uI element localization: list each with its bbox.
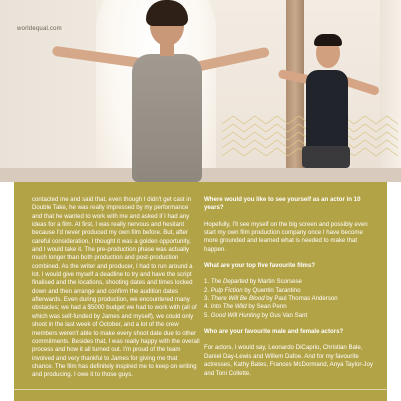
- list-item: [204, 287, 378, 295]
- list-item: [204, 303, 378, 311]
- article-paragraph: contacted me and said that, even though I didn't get cast in Double Take, he was really impressed by my performance and that he wanted to work with me and asked if I had any ideas for a film. At first, I was really nervous and hesitant because I'd never produced my own film before. But, after careful consideration, I thought it was a golden opportunity, and I would take it. The pre-production phase was actually much longer than both production and post-production combined. As the writer and producer, I had to run around a lot. I would give myself a deadline to try and have the script finalised and the locations, shooting dates and times locked down and then arrange and confirm the audition dates afterwards. Even during production, we encountered many obstacles; we had a $5000 budget we had to work with (all of which was self-funded by James and myself), we could only shoot in the last week of October, and a lot of the crew members weren't able to make every shoot date due to other commitments. Besides that, I was really happy with the overall process and how it all turned out. I'm proud of the team involved and very thankful to James for giving me that chance. The film has definitely inspired me to keep on writing and producing. I owe it to those guys.: [32, 196, 200, 379]
- film-title: There Will Be Blood: [210, 295, 265, 303]
- film-director: by Gus Van Sant: [259, 311, 308, 319]
- list-item: [204, 295, 378, 303]
- article-right-column: [204, 196, 378, 386]
- interview-answer: Hopefully, I'll see myself on the big screen and possibly even start my own film production company once I have become more grounded and learned what is needed to make that happen.: [204, 220, 368, 253]
- film-director: by Quentin Tarantino: [242, 286, 301, 294]
- interview-question: Where would you like to see yourself as an actor in 10 years?: [204, 196, 361, 212]
- list-item: [204, 312, 378, 320]
- man-shorts: [302, 146, 350, 168]
- list-item: [204, 278, 378, 286]
- film-director: by Paul Thomas Anderson: [264, 295, 338, 303]
- interview-question: Who are your favourite male and female actors?: [204, 328, 344, 336]
- film-title: Good Will Hunting: [210, 311, 260, 319]
- film-number: 4.: [204, 303, 210, 311]
- woman-torso: [132, 54, 202, 182]
- film-title: Into The Wild: [210, 303, 247, 311]
- film-number: 1.: [204, 278, 210, 286]
- film-title: The Departed: [210, 278, 249, 286]
- film-director: by Martin Scorsese: [248, 278, 302, 286]
- article-panel: [14, 182, 387, 401]
- interview-question: What are your top five favourite films?: [204, 262, 316, 270]
- interview-answer: For actors, I would say, Leonardo DiCaprio, Christian Bale, Daniel Day-Lewis and Willem Dafoe. And for my favourite actresses, Kathy Bates, Frances McDormand, Anya Taylor-Joy and Toni Collette.: [204, 344, 373, 377]
- film-number: 2.: [204, 286, 210, 294]
- film-director: by Sean Penn: [246, 303, 287, 311]
- film-title: Pulp Fiction: [210, 286, 243, 294]
- film-number: 5.: [204, 311, 210, 319]
- man-hair: [314, 34, 342, 46]
- man-torso: [306, 70, 348, 150]
- dancers-photo: [0, 0, 401, 182]
- film-number: 3.: [204, 295, 210, 303]
- article-left-column: [32, 196, 200, 388]
- site-name[interactable]: worldequal.com: [17, 26, 62, 32]
- divider: [14, 389, 387, 390]
- films-list: [204, 278, 378, 320]
